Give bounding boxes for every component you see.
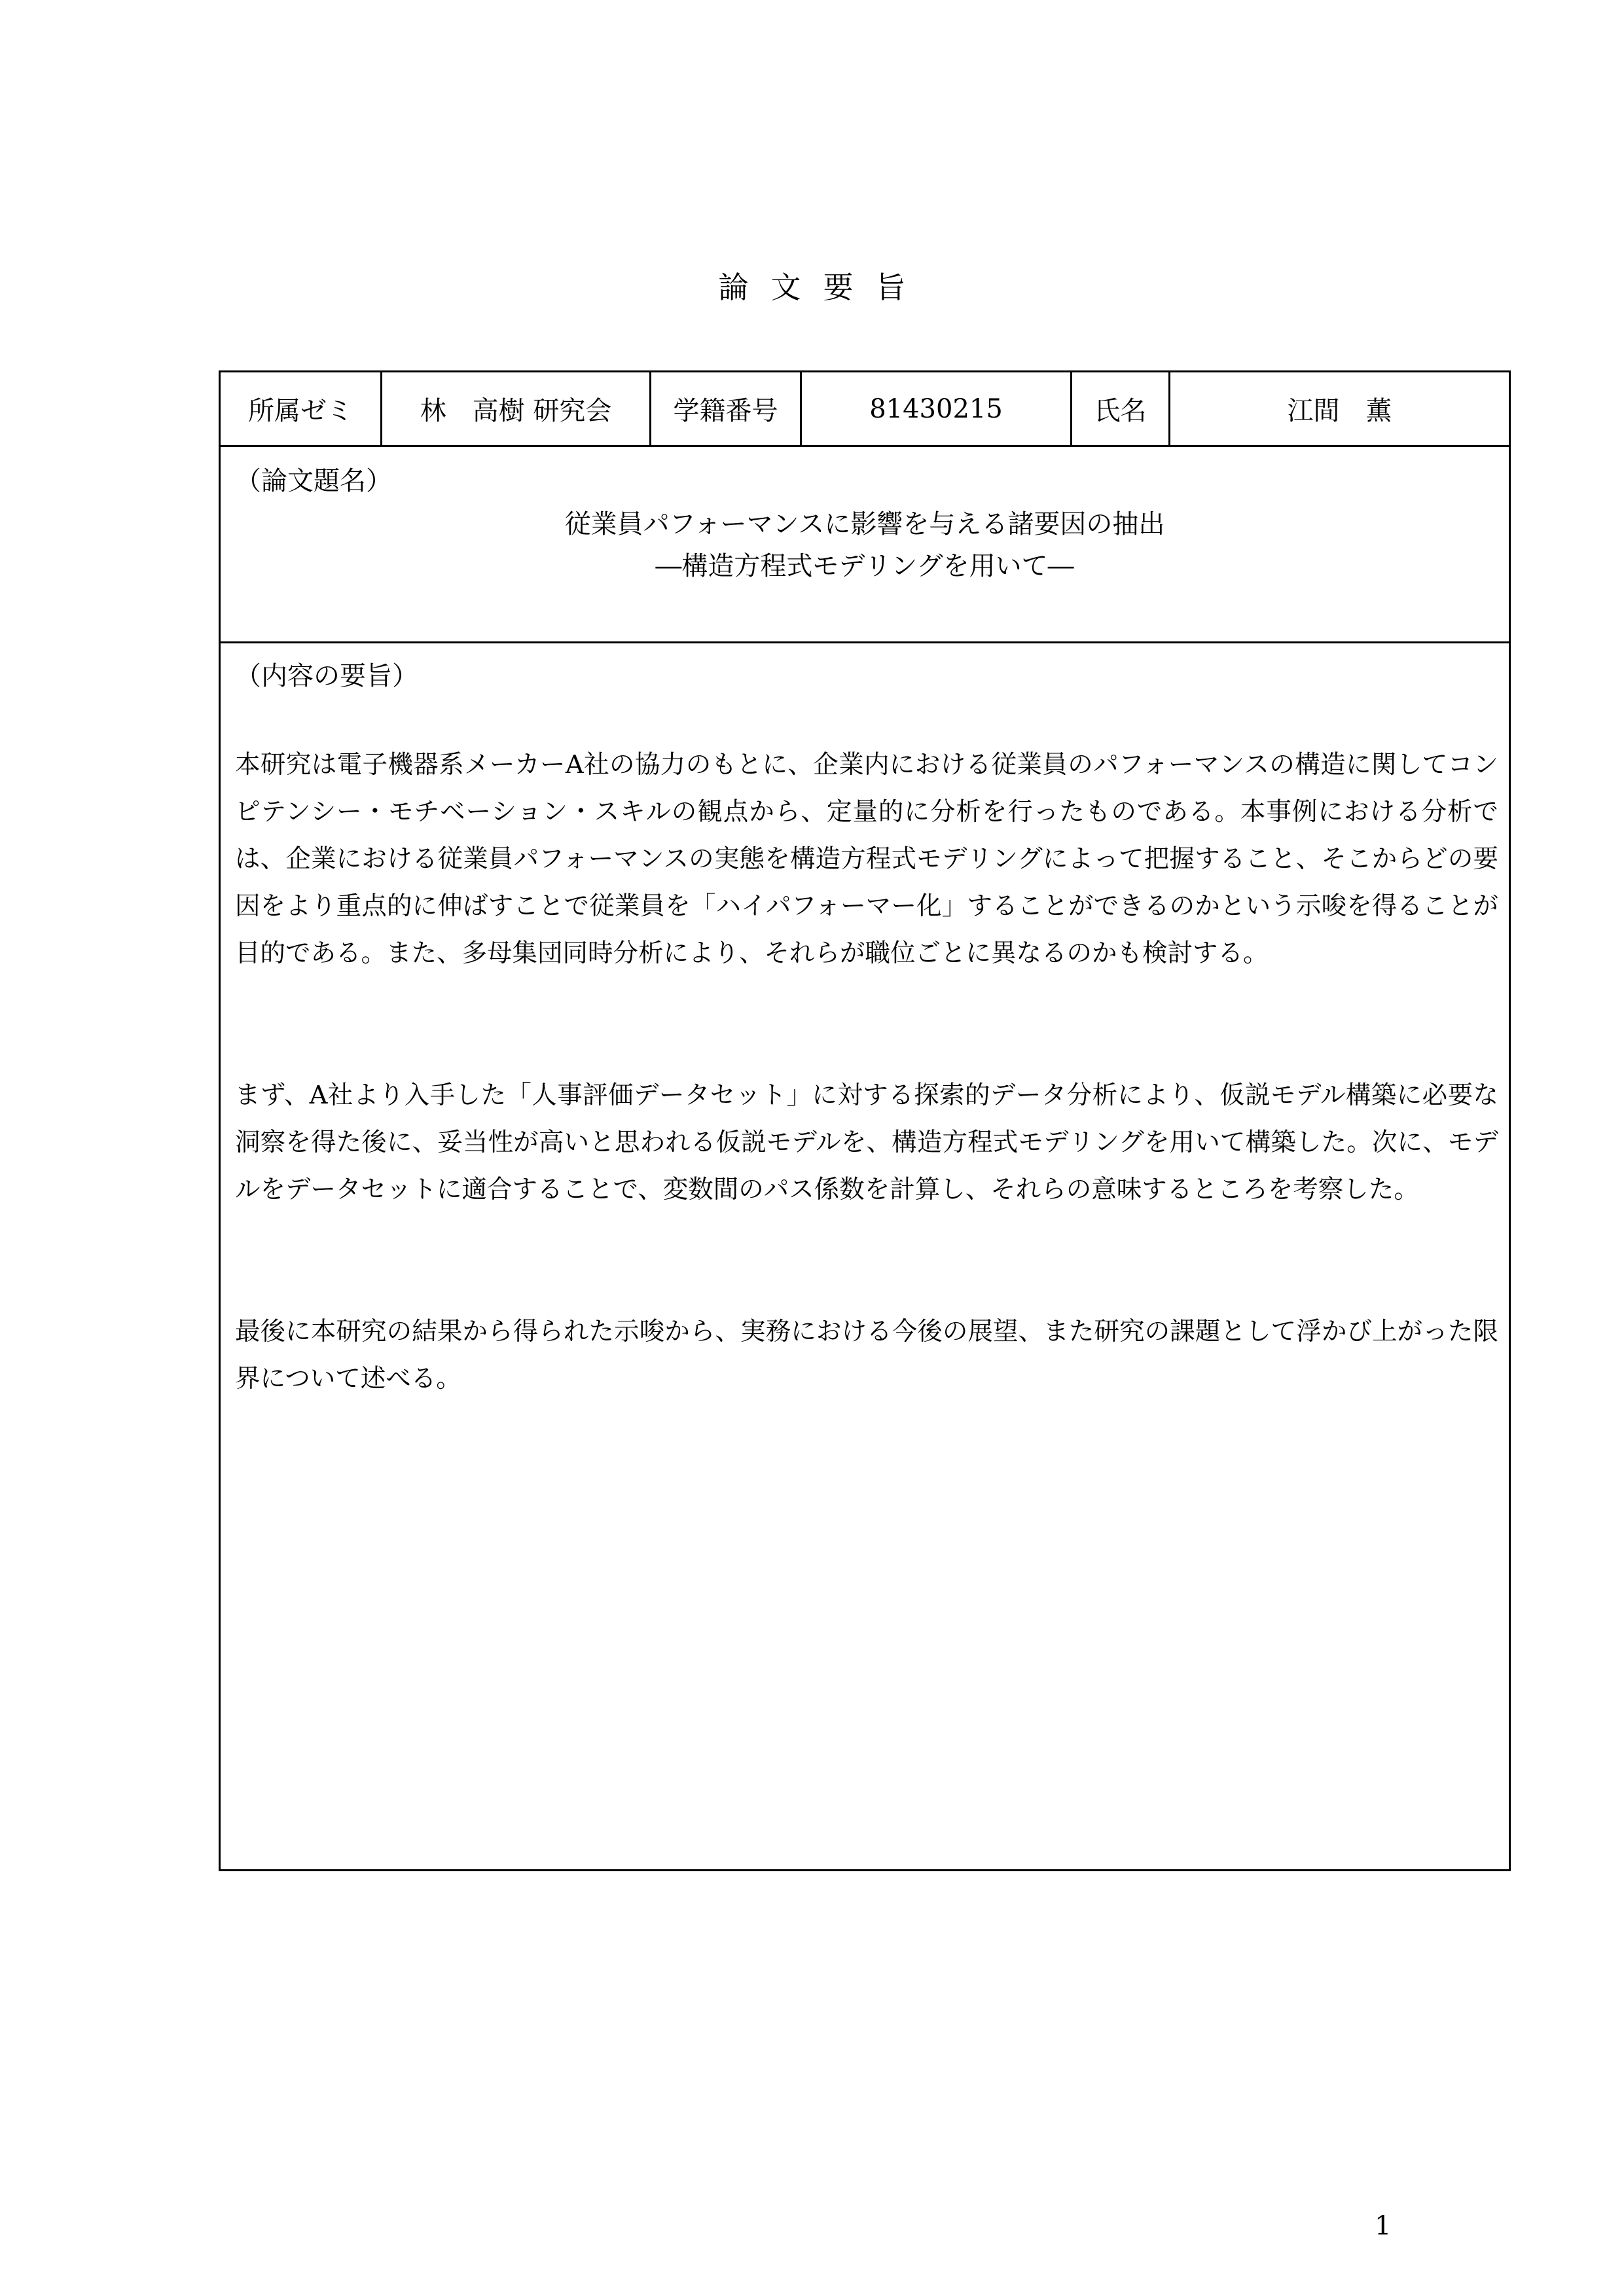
summary-paragraph: 本研究は電子機器系メーカーA社の協力のもとに、企業内における従業員のパフォーマンスの構造に関してコンピテンシー・モチベーション・スキルの観点から、定量的に分析を行ったものである。本事例における分析では、企業における従業員パフォーマンスの実態を構造方程式モデリングによって把握すること、そこからどの要因をより重点的に伸ばすことで従業員を「ハイパフォーマー化」することができるのかという示唆を得ることが目的である。また、多母集団同時分析により、それらが職位ごとに異なるのかも検討する。 — [235, 750, 1498, 968]
summary-paragraph: まず、A社より入手した「人事評価データセット」に対する探索的データ分析により、仮説モデル構築に必要な洞察を得た後に、妥当性が高いと思われる仮説モデルを、構造方程式モデリングを用いて構築した。次に、モデルをデータセットに適合することで、変数間のパス係数を計算し、それらの意味するところを考察した。 — [235, 1081, 1498, 1204]
thesis-subtitle: ―構造方程式モデリングを用いて― — [655, 551, 1074, 581]
page-number: 1 — [1375, 2211, 1392, 2241]
abstract-form — [219, 370, 1511, 1871]
name-value: 江間 薫 — [1287, 396, 1392, 426]
header-row — [221, 372, 1509, 447]
seminar-label: 所属ゼミ — [221, 372, 382, 445]
thesis-title: 従業員パフォーマンスに影響を与える諸要因の抽出 — [564, 509, 1165, 539]
name-label: 氏名 — [1072, 372, 1170, 445]
document-title: 論文要旨 — [718, 270, 928, 305]
summary-section-label: （内容の要旨） — [235, 661, 418, 691]
summary-row — [221, 643, 1509, 1869]
thesis-title-row — [221, 447, 1509, 643]
student-id-label: 学籍番号 — [651, 372, 802, 445]
summary-paragraph: 最後に本研究の結果から得られた示唆から、実務における今後の展望、また研究の課題として浮かび上がった限界について述べる。 — [235, 1317, 1498, 1393]
thesis-section-label: （論文題名） — [235, 466, 392, 496]
seminar-value: 林 高樹 研究会 — [382, 372, 651, 445]
student-id-value: 81430215 — [802, 372, 1072, 445]
